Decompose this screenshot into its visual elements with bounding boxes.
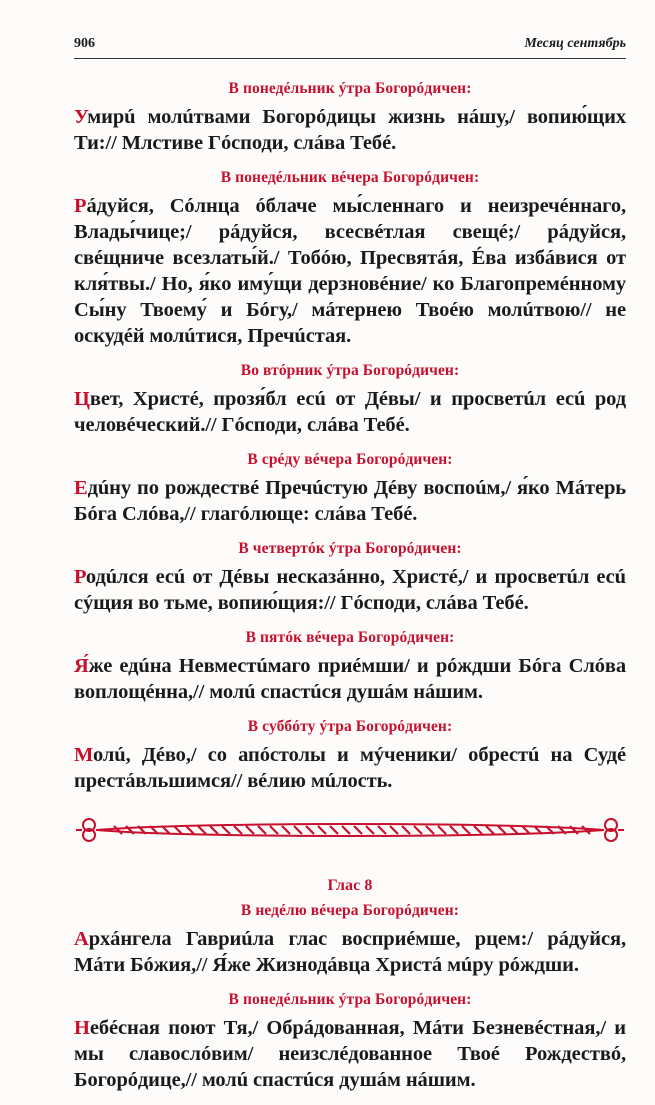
red-initial: Н <box>74 1017 90 1039</box>
hymn-text <box>74 193 626 349</box>
hymn-heading: В понедéльник ýтра Богорóдичен: <box>228 991 472 1008</box>
hymn-body: вет, Христé, прозя́бл есú от Дéвы/ и просветúл есú род человéческий.// Гóсподи, слáва Тебé. <box>74 388 626 436</box>
part-one <box>74 79 626 794</box>
running-header <box>74 36 626 59</box>
red-initial: А <box>74 928 89 950</box>
hymn-body: рхáнгела Гавриúла глас восприéмше, рцем:/ рáдуйся, Мáти Бóжия,// Я́же Жизнодáвца Христá мúру рóждши. <box>74 928 626 976</box>
section-title: Месяц сентябрь <box>524 36 626 51</box>
red-initial: М <box>74 744 93 766</box>
hymn-body: дúну по рождествé Пречúстую Дéву воспоúм,/ я́ко Мáтерь Бóга Слóва,// глагóлюще: слáва Тебé. <box>74 477 626 525</box>
hymn-text <box>74 653 626 705</box>
rope-ornament-icon <box>74 812 626 848</box>
red-initial: У <box>74 106 88 128</box>
red-initial: Е <box>74 477 88 499</box>
hymn-body: олú, Дéво,/ со апóстолы и мýченики/ обрестú на Судé престáвльшимся// вéлию мúлость. <box>74 744 626 792</box>
hymn-heading: Во втóрник ýтра Богорóдичен: <box>240 362 460 379</box>
hymn-heading: В понедéльник ýтра Богорóдичен: <box>228 80 472 97</box>
hymn-text <box>74 475 626 527</box>
hymn-text <box>74 1015 626 1093</box>
hymn-heading: В понедéльник вéчера Богорóдичен: <box>220 169 480 186</box>
hymn-text <box>74 742 626 794</box>
hymn-body: ебéсная поют Тя,/ Обрáдованная, Мáти Безневéстная,/ и мы славослóвим/ неизслéдованное Твоé Рождествó, Богорóдице,// молú спастúся душáм нáшим. <box>74 1017 626 1091</box>
hymn-text <box>74 926 626 978</box>
page-body <box>74 79 626 1093</box>
book-page <box>74 36 626 1105</box>
hymn-body: же едúна Невместúмаго приéмши/ и рóждши Бóга Слóва воплощéнна,// молú спастúся душáм нáшим. <box>74 655 626 703</box>
part-two <box>74 901 626 1093</box>
page-number: 906 <box>74 36 95 51</box>
red-initial: Я́ <box>74 655 89 677</box>
hymn-text <box>74 386 626 438</box>
red-initial: Ц <box>74 388 90 410</box>
ornamental-divider <box>74 812 626 848</box>
hymn-heading: В недéлю вéчера Богорóдичен: <box>240 902 460 919</box>
hymn-heading: В пятóк вéчера Богорóдичен: <box>245 629 455 646</box>
hymn-text <box>74 104 626 156</box>
hymn-heading: В суббóту ýтра Богорóдичен: <box>247 718 453 735</box>
red-initial: Р <box>74 195 87 217</box>
hymn-body: одúлся есú от Дéвы несказáнно, Христé,/ и просветúл есú сýщия во тьме, вопию́щия:// Гóсподи, слáва Тебé. <box>74 566 626 614</box>
tone-title: Глас 8 <box>327 877 373 894</box>
hymn-text <box>74 564 626 616</box>
hymn-body: áдуйся, Сóлнца óблаче мы́сленнаго и неизречéннаго, Влады́чице;/ рáдуйся, всесвéтлая свещé;/ рáдуйся, свéщниче всезлаты́й./ Тобóю, Пресвятáя, Éва избáвися от кля́твы./ Но, я́ко иму́щи дерзновéние/ ко Благопремéнному Сы́ну Твоему́ и Бóгу,/ мáтернею Твоéю молúтвою// не оскудéй молúтися, Пречúстая. <box>74 195 626 347</box>
hymn-body: мирú молúтвами Богорóдицы жизнь нáшу,/ вопию́щих Ти:// Млстиве Гóсподи, слáва Тебé. <box>74 106 626 154</box>
hymn-heading: В срéду вéчера Богорóдичен: <box>247 451 453 468</box>
hymn-heading: В четвертóк ýтра Богорóдичен: <box>238 540 462 557</box>
red-initial: Р <box>74 566 86 588</box>
